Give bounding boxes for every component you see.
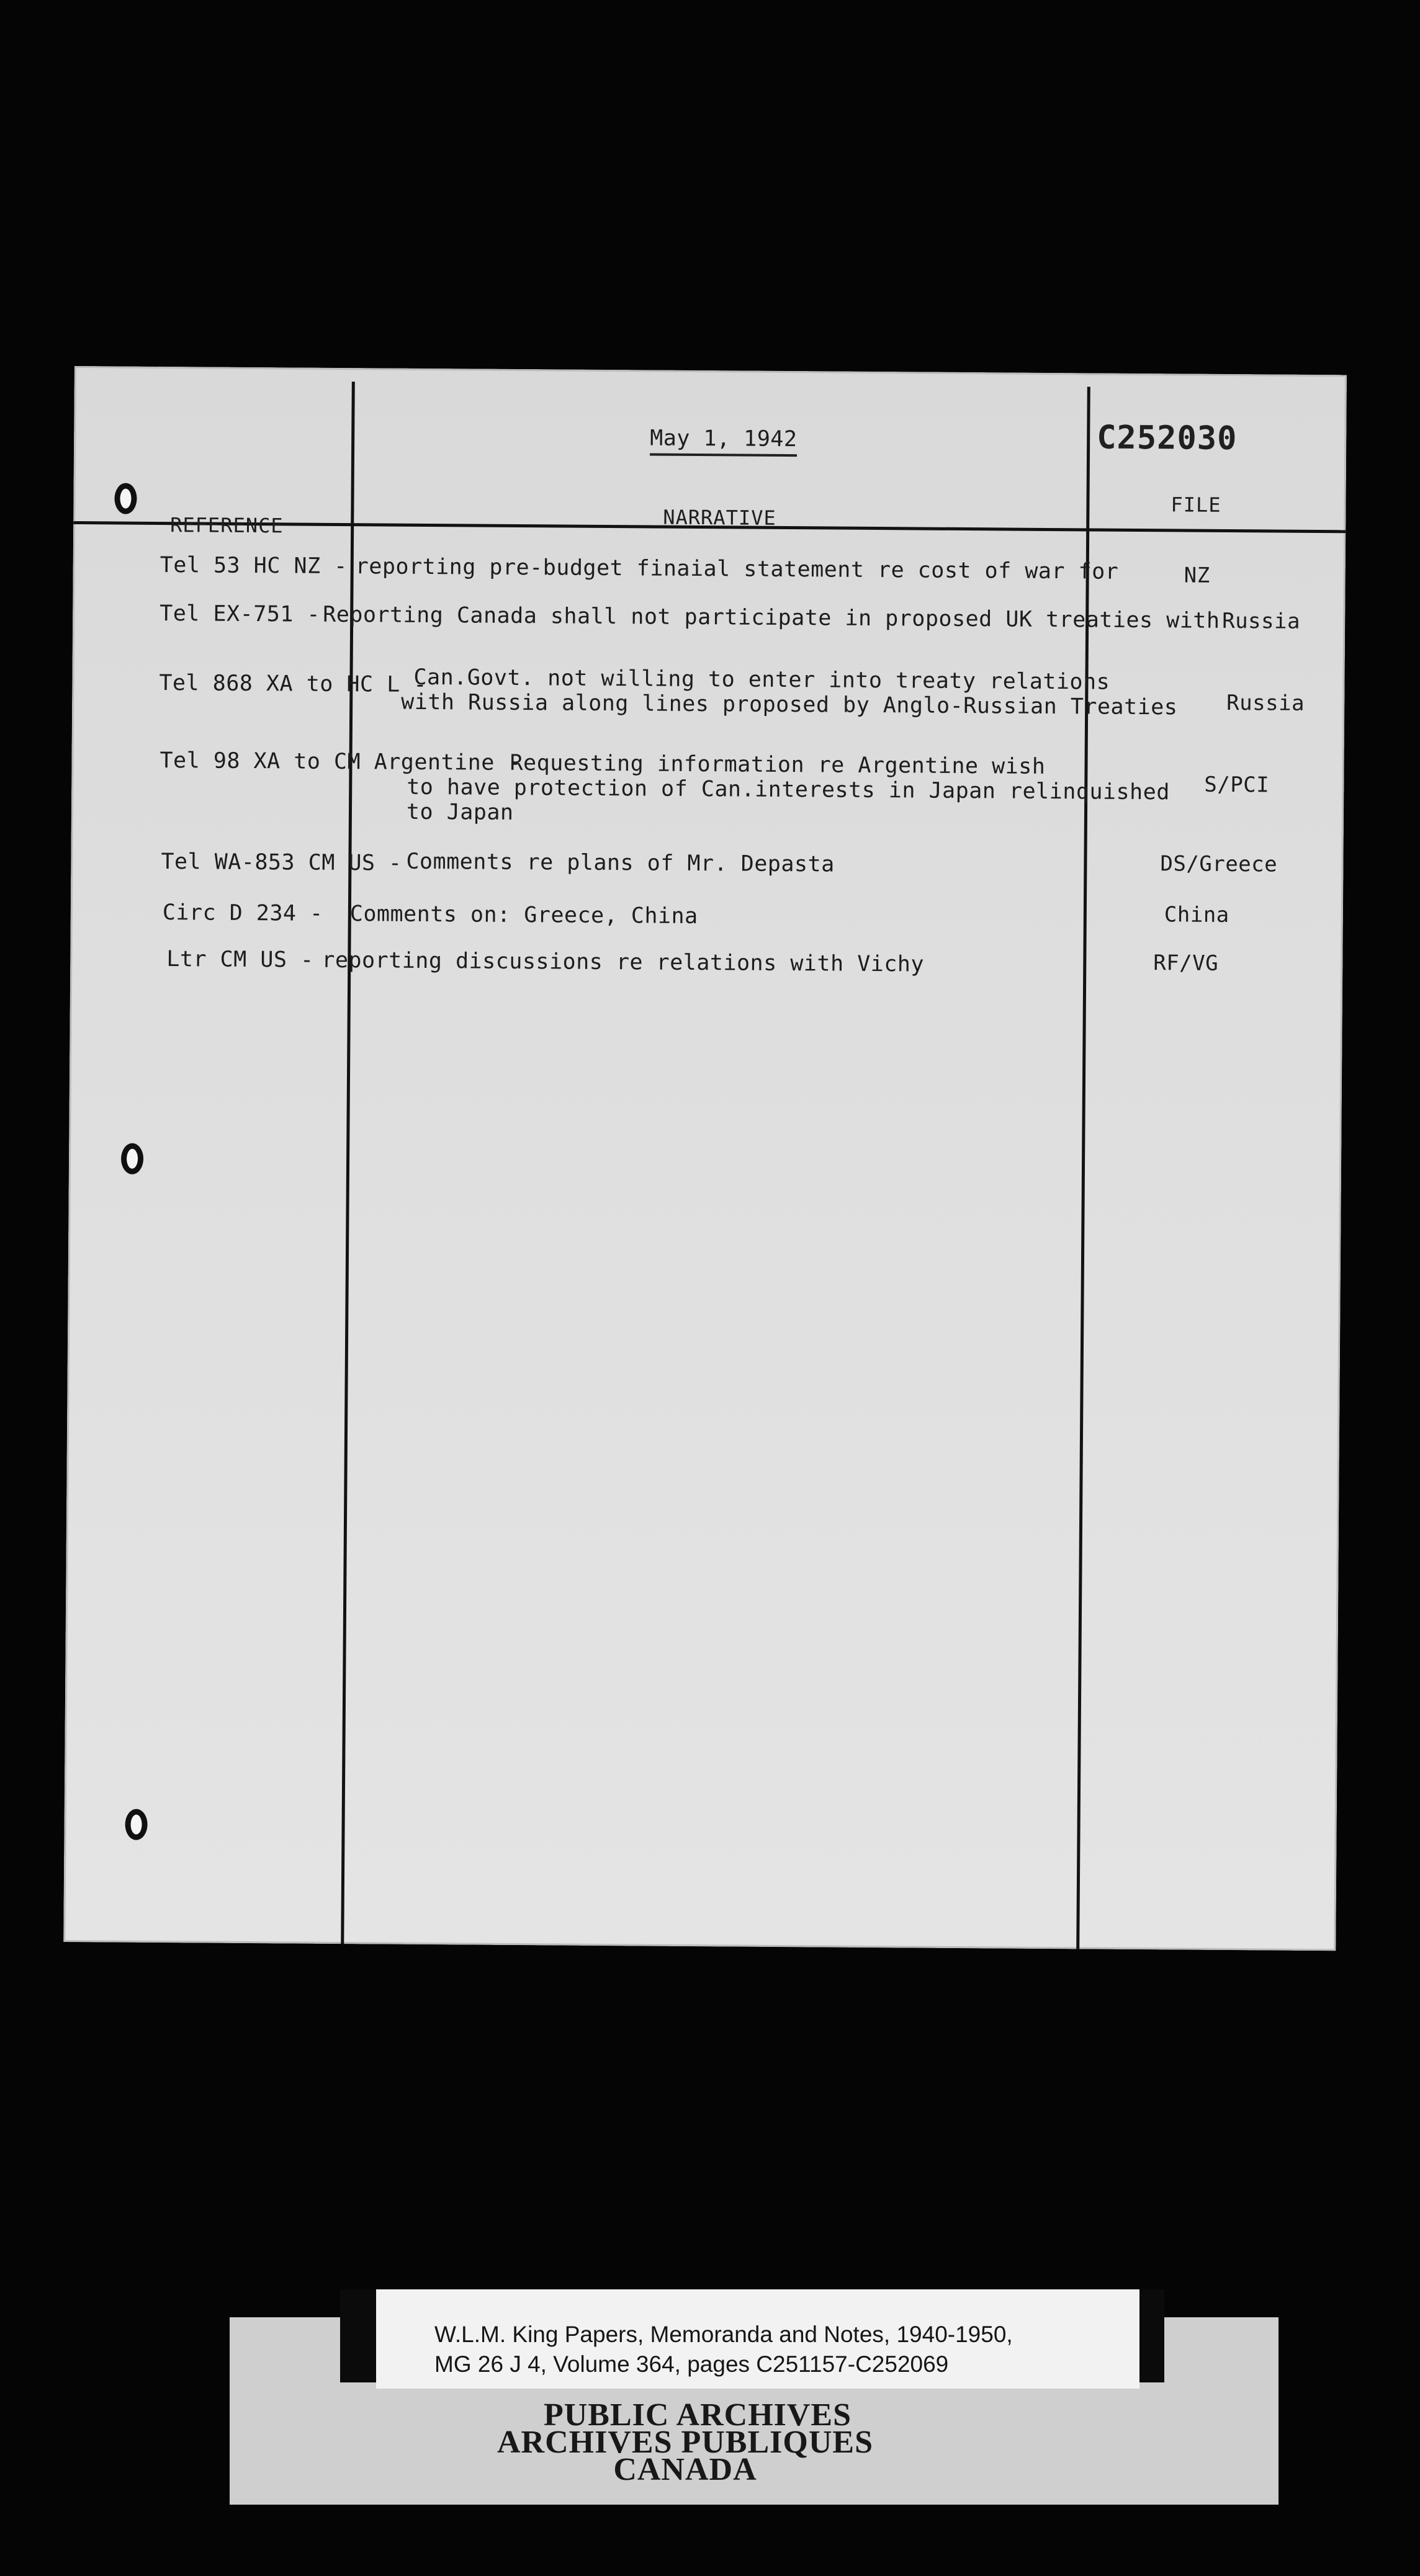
entry-narrative: reporting discussions re relations with Vichy bbox=[321, 947, 925, 977]
entry-reference: Tel 868 XA to HC L - bbox=[159, 670, 428, 697]
punch-hole-middle bbox=[121, 1143, 143, 1174]
entry-narrative: Can.Govt. not willing to enter into treaty relations bbox=[413, 664, 1110, 695]
entry-narrative: Comments re plans of Mr. Depasta bbox=[406, 849, 835, 877]
document-sheet bbox=[63, 366, 1347, 1951]
punch-hole-top bbox=[114, 483, 137, 514]
entry-file-code: NZ bbox=[1184, 563, 1210, 588]
entry-narrative-continued: with Russia along lines proposed by Anglo-Russian Treaties bbox=[401, 689, 1178, 720]
entry-reference: Tel EX-751 - bbox=[160, 601, 321, 627]
entry-narrative: Requesting information re Argentine wish bbox=[510, 750, 1046, 779]
entry-file-code: DS/Greece bbox=[1160, 851, 1278, 877]
entry-reference: Ltr CM US - bbox=[166, 947, 314, 973]
archives-stamp-english: PUBLIC ARCHIVES bbox=[543, 2397, 852, 2433]
punch-hole-bottom bbox=[125, 1809, 147, 1840]
entry-file-code: Russia bbox=[1226, 690, 1305, 716]
entry-file-code: Russia bbox=[1222, 608, 1301, 634]
entry-file-code: China bbox=[1164, 902, 1229, 928]
entry-narrative-continued: to Japan bbox=[406, 799, 514, 825]
citation-line-1: W.L.M. King Papers, Memoranda and Notes, 1940-1950, bbox=[434, 2322, 1013, 2347]
entry-narrative-continued: to have protection of Can.interests in Japan relinquished bbox=[407, 774, 1170, 805]
citation-line-2: MG 26 J 4, Volume 364, pages C251157-C252069 bbox=[434, 2351, 949, 2377]
entry-file-code: S/PCI bbox=[1204, 772, 1270, 798]
entry-narrative: Comments on: Greece, China bbox=[349, 901, 698, 929]
entry-reference: Circ D 234 - bbox=[162, 900, 323, 926]
archives-stamp-french: ARCHIVES PUBLIQUES bbox=[497, 2425, 874, 2460]
entry-reference: Tel 98 XA to CM Argentine - bbox=[160, 748, 522, 776]
entry-file-code: RF/VG bbox=[1153, 950, 1219, 976]
file-column-header: FILE bbox=[1171, 493, 1221, 517]
entry-reference: Tel WA-853 CM US - bbox=[161, 849, 402, 876]
entry-narrative: Reporting Canada shall not participate in proposed UK treaties with bbox=[323, 602, 1220, 633]
narrative-column-header: NARRATIVE bbox=[663, 505, 776, 530]
reference-column-header: REFERENCE bbox=[170, 513, 284, 538]
entry-narrative: reporting pre-budget finaial statement re cost of war for bbox=[355, 554, 1119, 584]
document-number: C252030 bbox=[1097, 419, 1238, 458]
document-date: May 1, 1942 bbox=[650, 426, 798, 457]
archives-stamp-country: CANADA bbox=[613, 2452, 757, 2487]
entry-reference: Tel 53 HC NZ - bbox=[160, 552, 348, 579]
